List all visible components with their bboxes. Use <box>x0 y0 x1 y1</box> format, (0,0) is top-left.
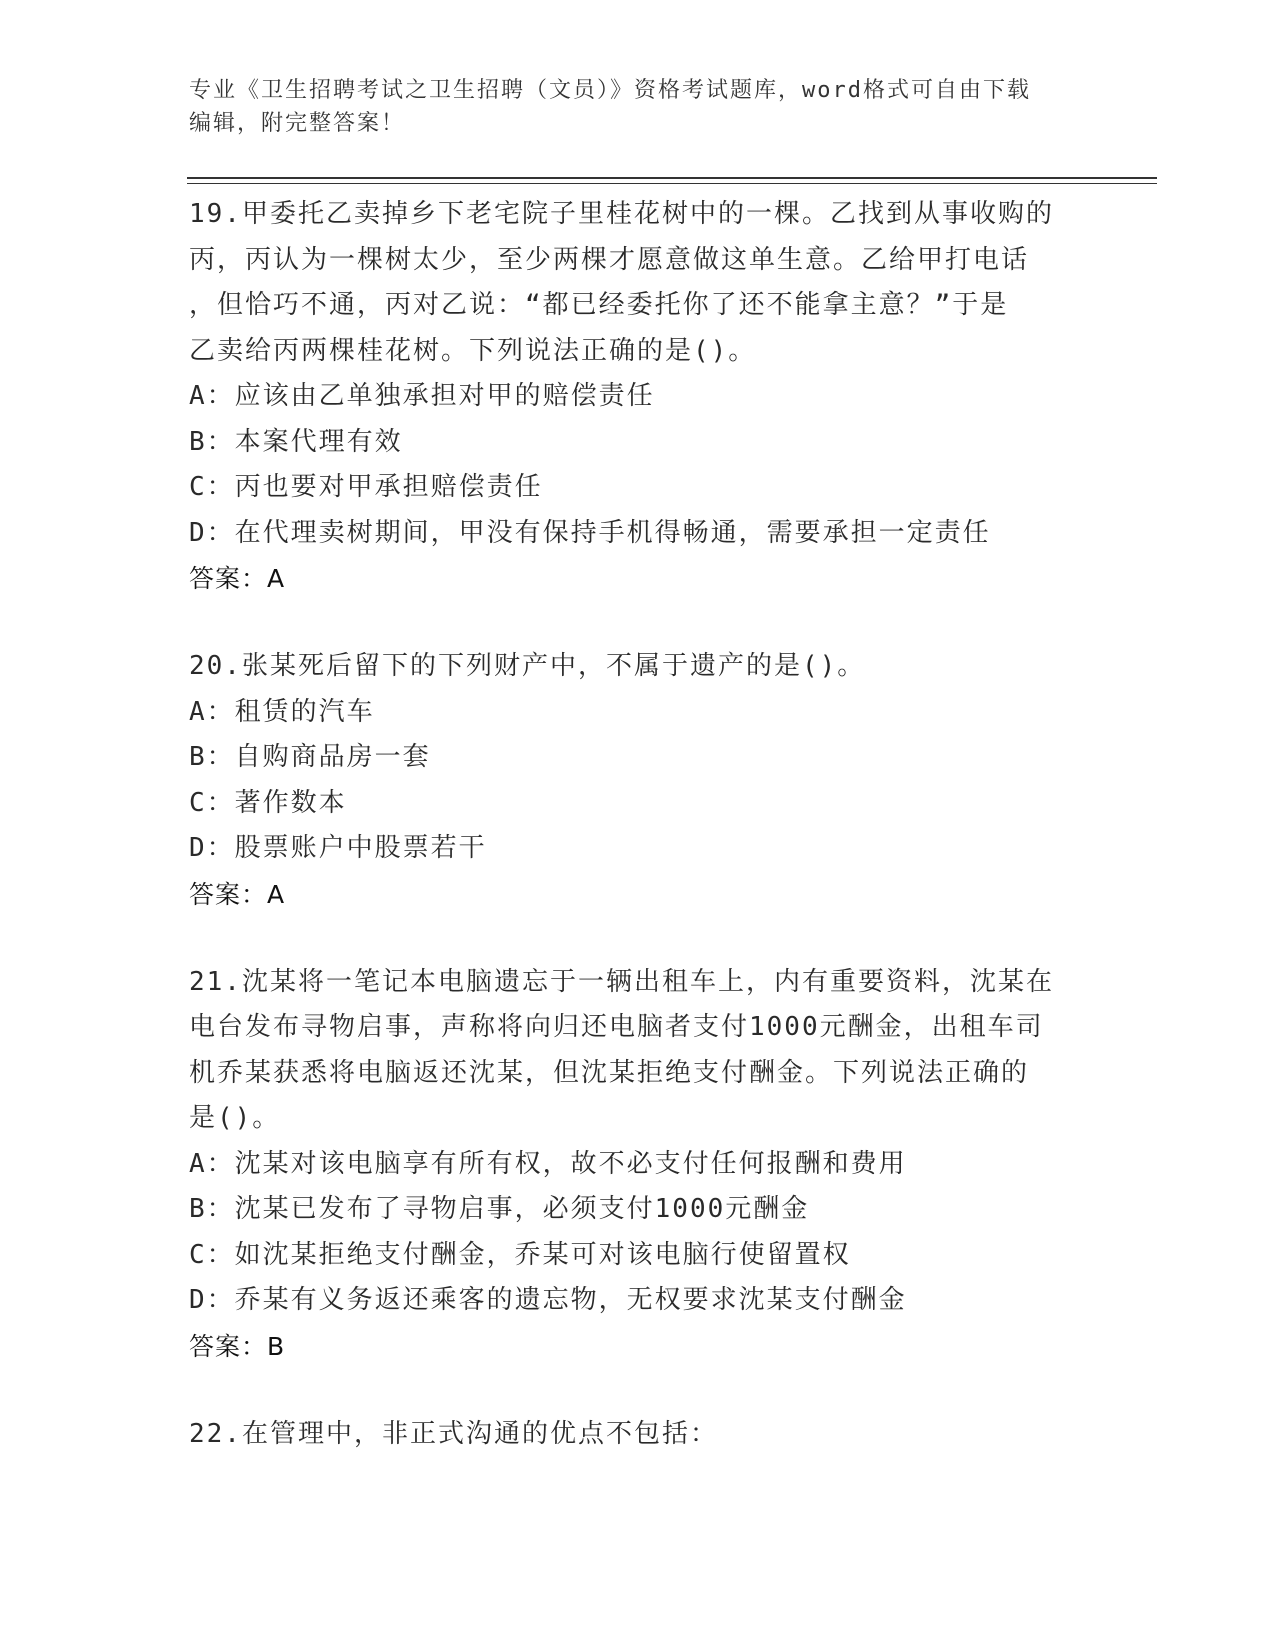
option-c: C：如沈某拒绝支付酬金，乔某可对该电脑行使留置权 <box>189 1239 851 1270</box>
question-stem <box>189 1412 1089 1458</box>
option-a: A：沈某对该电脑享有所有权，故不必支付任何报酬和费用 <box>189 1148 907 1179</box>
header-line-1: 专业《卫生招聘考试之卫生招聘（文员）》资格考试题库，word格式可自由下载 <box>189 78 1031 103</box>
question-stem-line: 22.在管理中，非正式沟通的优点不包括： <box>189 1418 718 1449</box>
question-stem-line: 是()。 <box>189 1103 281 1133</box>
question-stem-line: 丙，丙认为一棵树太少，至少两棵才愿意做这单生意。乙给甲打电话 <box>189 244 1030 275</box>
option-d: D：股票账户中股票若干 <box>189 833 487 863</box>
question-stem <box>189 644 1089 690</box>
answer-label: 答案：B <box>189 1331 286 1361</box>
question-22 <box>189 1412 1089 1458</box>
option-c: C：著作数本 <box>189 787 347 818</box>
question-list <box>189 192 1089 1499</box>
option-b: B：自购商品房一套 <box>189 742 431 772</box>
option-a: A：应该由乙单独承担对甲的赔偿责任 <box>189 381 655 411</box>
option-d: D：乔某有义务返还乘客的遗忘物，无权要求沈某支付酬金 <box>189 1285 907 1315</box>
answer-label: 答案：A <box>189 564 286 593</box>
question-stem <box>189 960 1089 1142</box>
question-stem-line: 19.甲委托乙卖掉乡下老宅院子里桂花树中的一棵。乙找到从事收购的 <box>189 199 1054 229</box>
header-line-2: 编辑，附完整答案！ <box>189 111 406 136</box>
option-b: B：沈某已发布了寻物启事，必须支付1000元酬金 <box>189 1194 810 1224</box>
header-divider-thin <box>187 183 1157 184</box>
option-d: D：在代理卖树期间，甲没有保持手机得畅通，需要承担一定责任 <box>189 517 991 548</box>
answer-label: 答案：A <box>189 879 286 909</box>
question-stem-line: ，但恰巧不通，丙对乙说：“都已经委托你了还不能拿主意？”于是 <box>189 290 1009 320</box>
header-divider-thick <box>187 177 1157 179</box>
question-stem-line: 机乔某获悉将电脑返还沈某，但沈某拒绝支付酬金。下列说法正确的 <box>189 1057 1030 1088</box>
document-header <box>189 74 1089 140</box>
option-a: A：租赁的汽车 <box>189 696 375 727</box>
question-20 <box>189 644 1089 918</box>
option-c: C：丙也要对甲承担赔偿责任 <box>189 472 543 502</box>
question-stem-line: 乙卖给丙两棵桂花树。下列说法正确的是()。 <box>189 335 757 366</box>
question-19 <box>189 192 1089 602</box>
question-stem <box>189 192 1089 374</box>
question-21 <box>189 960 1089 1370</box>
question-stem-line: 电台发布寻物启事，声称将向归还电脑者支付1000元酬金，出租车司 <box>189 1012 1044 1042</box>
question-stem-line: 21.沈某将一笔记本电脑遗忘于一辆出租车上，内有重要资料，沈某在 <box>189 966 1054 997</box>
option-b: B：本案代理有效 <box>189 426 403 457</box>
question-stem-line: 20.张某死后留下的下列财产中，不属于遗产的是()。 <box>189 651 866 681</box>
